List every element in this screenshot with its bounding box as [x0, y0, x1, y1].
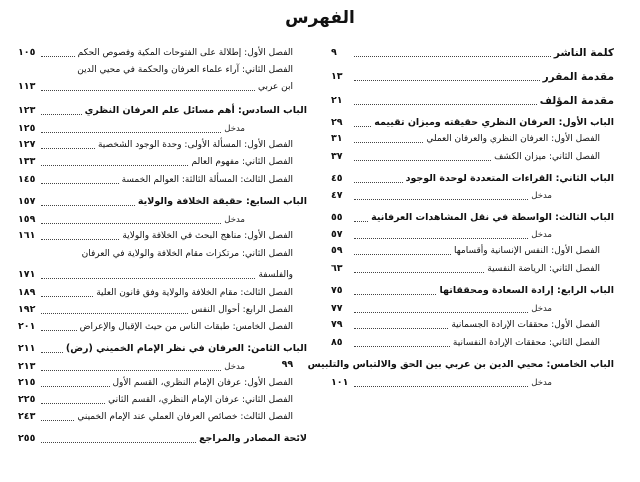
- toc-entry: [18, 303, 307, 317]
- toc-entry-page: ٧٥: [331, 285, 343, 296]
- toc-entry-page: ١٩٢: [18, 304, 36, 315]
- toc-entry-page: ٩: [331, 47, 337, 58]
- toc-entry: [18, 155, 307, 169]
- toc-entry-label: مدخل: [531, 378, 552, 388]
- toc-entry-page: ٧٧: [331, 303, 343, 314]
- toc-entry-label: الفصل الأول: النفس الإنسانية وأقسامها: [454, 246, 600, 256]
- toc-entry-label: والفلسفة: [258, 270, 293, 280]
- toc-entry: [331, 172, 614, 186]
- toc-entry-page: ١١٣: [18, 81, 36, 92]
- toc-entry-label: الفصل الأول: محققات الإرادة الجسمانية: [451, 320, 600, 330]
- toc-entry: [18, 247, 307, 261]
- toc-entry-page: ٢٢٥: [18, 394, 36, 405]
- toc-entry-page: ٦٣: [331, 263, 343, 274]
- toc-entry-page: ١٨٩: [18, 287, 36, 298]
- toc-leader-dots: [41, 420, 74, 421]
- toc-entry: [18, 342, 307, 356]
- toc-leader-dots: [354, 126, 371, 127]
- toc-entry: [331, 46, 614, 60]
- toc-entry-label: مدخل: [531, 304, 552, 314]
- toc-entry-label: الباب السابع: حقيقة الخلافة والولاية: [137, 196, 307, 207]
- toc-entry-label: الفصل الثاني: الرياضة النفسية: [487, 264, 600, 274]
- toc-entry-label: الفصل الثالث: خصائص العرفان العملي عند الإمام الخميني: [77, 412, 293, 422]
- toc-leader-dots: [354, 272, 484, 273]
- toc-leader-dots: [354, 142, 423, 143]
- toc-entry-label: كلمة الناشر: [553, 47, 614, 59]
- toc-entry-page: ١٢٣: [18, 105, 36, 116]
- toc-entry-label: الفصل الثاني: محققات الإرادة النفسانية: [452, 338, 600, 348]
- toc-entry-page: ٥٩: [331, 245, 343, 256]
- toc-entry: [18, 286, 307, 300]
- toc-entry-label: مدخل: [531, 191, 552, 201]
- toc-entry-page: ١٤٥: [18, 174, 36, 185]
- toc-entry-label: الفصل الخامس: طبقات الناس من حيث الإقبال والإعراض: [79, 322, 293, 332]
- toc-entry: [18, 63, 307, 77]
- toc-entry-page: ٤٥: [331, 173, 343, 184]
- toc-entry: [331, 336, 614, 350]
- page-title: الفهرس: [285, 8, 355, 28]
- toc-entry-label: مدخل: [224, 362, 245, 372]
- toc-entry-page: ١٢٧: [18, 139, 36, 150]
- toc-entry-label: الباب الثالث: الواسطة في نقل المشاهدات العرفانية: [371, 212, 614, 223]
- toc-entry-label: الباب الرابع: إرادة السعادة ومحققاتها: [439, 285, 614, 296]
- toc-entry: [18, 213, 307, 227]
- toc-entry-page: ١٥٧: [18, 196, 36, 207]
- toc-entry: [331, 376, 614, 390]
- toc-entry-page: ٢١٥: [18, 377, 36, 388]
- toc-entry-page: ٥٥: [331, 212, 343, 223]
- toc-leader-dots: [41, 132, 221, 133]
- toc-leader-dots: [354, 182, 403, 183]
- toc-leader-dots: [354, 160, 491, 161]
- toc-leader-dots: [41, 370, 221, 371]
- toc-leader-dots: [41, 386, 110, 387]
- toc-entry-page: ١٧١: [18, 269, 36, 280]
- toc-entry-page: ٢٩: [331, 117, 343, 128]
- toc-entry-label: الباب الثامن: العرفان في نظر الإمام الخميني (رض): [65, 343, 307, 354]
- toc-leader-dots: [41, 352, 63, 353]
- toc-entry: [331, 189, 614, 203]
- toc-entry-page: ٢٥٥: [18, 433, 36, 444]
- toc-entry-page: ١٠١: [331, 377, 349, 388]
- toc-entry-label: الباب الأول: العرفان النظري حقيقته وميزان تقييمه: [374, 117, 614, 128]
- toc-entry-page: ٨٥: [331, 337, 343, 348]
- toc-entry-page: ١٠٥: [18, 47, 36, 58]
- toc-entry: [18, 104, 307, 118]
- toc-entry: [331, 150, 614, 164]
- toc-entry-label: الفصل الأول: المسألة الأولى: وحدة الوجود الشخصية: [97, 140, 293, 150]
- toc-entry-page: ١٢٥: [18, 123, 36, 134]
- toc-leader-dots: [354, 312, 528, 313]
- toc-leader-dots: [41, 56, 75, 57]
- toc-entry: [331, 244, 614, 258]
- toc-entry-page: ٣٧: [331, 151, 343, 162]
- toc-entry-page: ٢١١: [18, 343, 36, 354]
- toc-entry: [18, 195, 307, 209]
- toc-entry-label: الفصل الثاني: آراء علماء العرفان والحكمة في محيي الدين: [77, 65, 293, 75]
- toc-entry-label: الفصل الأول: العرفان النظري والعرفان العملي: [426, 134, 600, 144]
- toc-entry-page: ٧٩: [331, 319, 343, 330]
- toc-entry: [18, 360, 307, 374]
- toc-entry: [18, 432, 307, 446]
- toc-entry: [331, 132, 614, 146]
- toc-entry-label: مقدمة المؤلف: [539, 95, 614, 107]
- toc-leader-dots: [354, 346, 450, 347]
- toc-entry: [331, 262, 614, 276]
- toc-leader-dots: [41, 165, 188, 166]
- toc-entry-label: الفصل الأول: إطلالة على الفتوحات المكية وفصوص الحكم: [77, 48, 293, 58]
- toc-leader-dots: [354, 238, 528, 239]
- toc-leader-dots: [354, 80, 540, 81]
- toc-entry-label: الفصل الرابع: أحوال النفس: [191, 305, 293, 315]
- toc-entry: [331, 228, 614, 242]
- toc-entry-page: ٤٧: [331, 190, 343, 201]
- toc-entry-page: ٩٩: [281, 359, 294, 370]
- toc-entry: [18, 138, 307, 152]
- toc-entry: [18, 410, 307, 424]
- toc-leader-dots: [354, 328, 448, 329]
- toc-leader-dots: [354, 221, 368, 222]
- toc-entry-page: ١٦١: [18, 230, 36, 241]
- toc-entry-page: ١٣: [331, 71, 343, 82]
- toc-entry-page: ٣١: [331, 133, 343, 144]
- toc-entry-page: ٢٤٣: [18, 411, 36, 422]
- toc-entry-label: الفصل الثاني: مفهوم العالم: [191, 157, 293, 167]
- toc-leader-dots: [41, 223, 221, 224]
- toc-entry: [18, 268, 307, 282]
- toc-leader-dots: [354, 294, 436, 295]
- toc-entry-label: الباب الخامس: محيي الدين بن عربي بين الحق والالتباس والتلبيس: [307, 359, 614, 370]
- toc-entry-label: الفصل الثاني: ميزان الكشف: [494, 152, 600, 162]
- toc-entry: [331, 70, 614, 84]
- toc-leader-dots: [41, 313, 188, 314]
- toc-entry-page: ٢٠١: [18, 321, 36, 332]
- toc-leader-dots: [354, 104, 537, 105]
- toc-entry-page: ١٥٩: [18, 214, 36, 225]
- toc-leader-dots: [41, 330, 77, 331]
- toc-leader-dots: [41, 114, 82, 115]
- toc-leader-dots: [354, 386, 528, 387]
- toc-entry: [331, 284, 614, 298]
- toc-entry-label: الباب الثاني: القراءات المتعددة لوحدة الوجود: [405, 173, 614, 184]
- toc-entry-page: ٥٧: [331, 229, 343, 240]
- toc-leader-dots: [41, 148, 95, 149]
- toc-leader-dots: [354, 56, 551, 57]
- toc-entry: [18, 393, 307, 407]
- toc-entry-label: الفصل الثالث: مقام الخلافة والولاية وفق قانون العلية: [96, 288, 293, 298]
- toc-entry-label: مقدمة المقرر: [542, 71, 614, 83]
- toc-entry-label: ابن عربي: [257, 82, 293, 92]
- toc-leader-dots: [41, 442, 196, 443]
- toc-leader-dots: [41, 296, 93, 297]
- toc-entry-page: ١٣٣: [18, 156, 36, 167]
- toc-entry: [331, 302, 614, 316]
- toc-entry-page: ٢١٣: [18, 361, 36, 372]
- toc-entry-label: الباب السادس: أهم مسائل علم العرفان النظري: [84, 105, 307, 116]
- toc-entry-label: الفصل الثاني: عرفان الإمام النظري، القسم الثاني: [108, 395, 293, 405]
- toc-leader-dots: [41, 183, 119, 184]
- toc-entry-label: الفصل الأول: عرفان الإمام النظري، القسم الأول: [112, 378, 293, 388]
- toc-entry-label: الفصل الأول: مناهج البحث في الخلافة والولاية: [122, 231, 293, 241]
- toc-leader-dots: [41, 278, 255, 279]
- toc-entry-label: مدخل: [224, 215, 245, 225]
- toc-entry: [281, 358, 614, 372]
- toc-entry-label: الفصل الثاني: مرتكزات مقام الخلافة والولاية في العرفان: [81, 249, 293, 259]
- toc-entry-label: مدخل: [224, 124, 245, 134]
- toc-entry: [18, 46, 307, 60]
- toc-entry: [18, 80, 307, 94]
- toc-entry: [18, 320, 307, 334]
- toc-leader-dots: [354, 199, 528, 200]
- toc-entry: [18, 376, 307, 390]
- toc-entry: [18, 122, 307, 136]
- toc-entry-label: لائحة المصادر والمراجع: [199, 433, 307, 444]
- toc-entry-label: مدخل: [531, 230, 552, 240]
- toc-leader-dots: [41, 205, 135, 206]
- toc-leader-dots: [41, 90, 255, 91]
- toc-entry: [18, 229, 307, 243]
- toc-leader-dots: [354, 254, 451, 255]
- toc-entry: [18, 173, 307, 187]
- toc-leader-dots: [41, 403, 105, 404]
- toc-entry: [331, 116, 614, 130]
- toc-entry-page: ٢١: [331, 95, 343, 106]
- toc-entry: [331, 94, 614, 108]
- toc-entry: [331, 318, 614, 332]
- toc-leader-dots: [41, 239, 119, 240]
- toc-entry-label: الفصل الثالث: المسألة الثالثة: العوالم الخمسة: [121, 175, 293, 185]
- toc-entry: [331, 211, 614, 225]
